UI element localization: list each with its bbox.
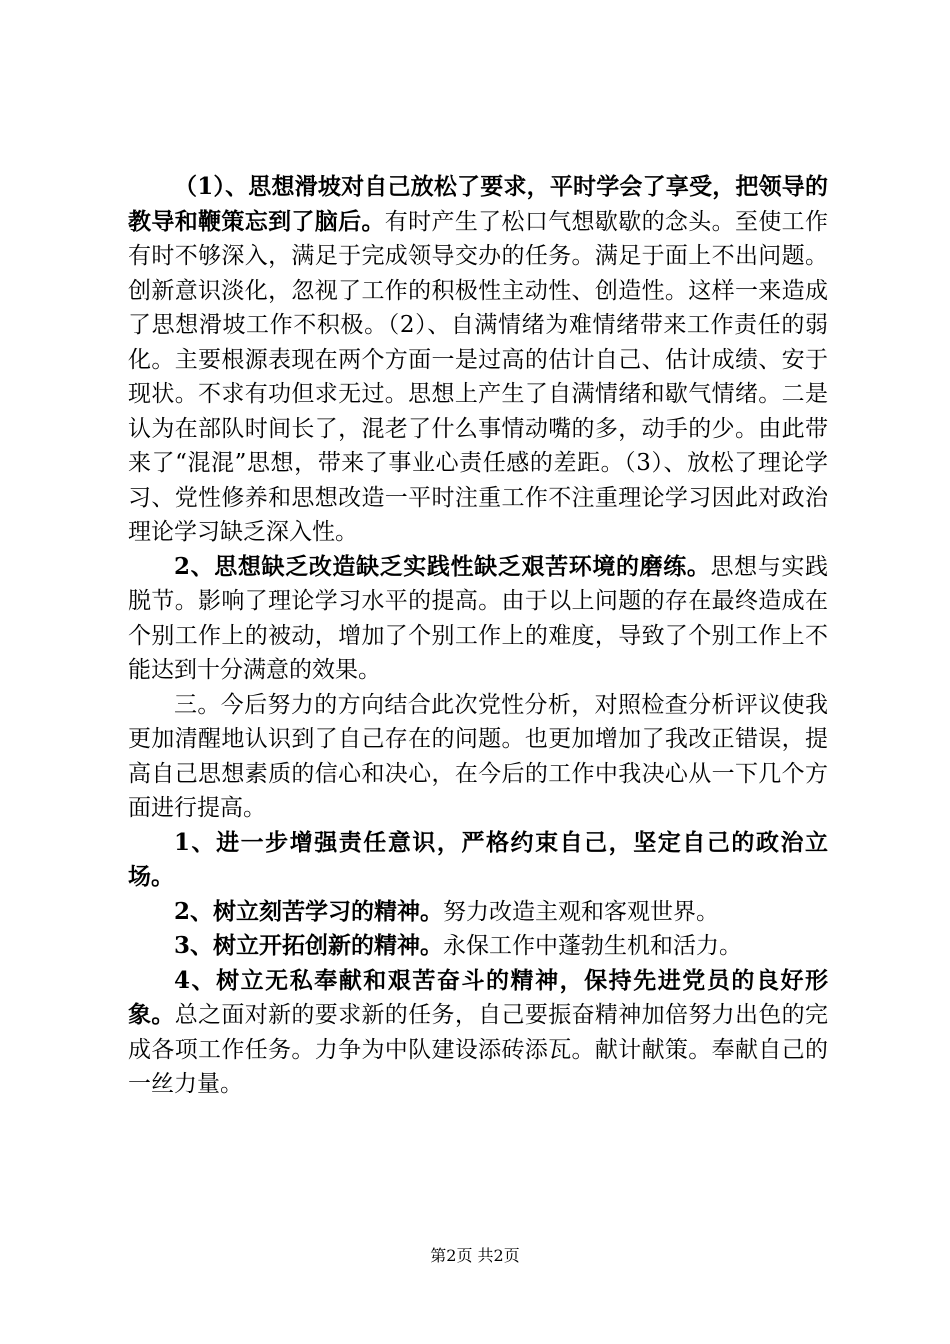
paragraph-7: [128, 964, 828, 1102]
paragraph-2: [128, 550, 828, 688]
paragraph-7-heading: 4、树立无私奉献和艰苦奋斗的精神，保持先进党员的良好形象。: [128, 966, 828, 1028]
paragraph-2-heading: 2、思想缺乏改造缺乏实践性缺乏艰苦环境的磨练。: [174, 552, 711, 580]
paragraph-5-heading: 2、树立刻苦学习的精神。: [174, 897, 444, 925]
paragraph-6-heading: 3、树立开拓创新的精神。: [174, 932, 444, 959]
page-footer: 第2页 共2页: [430, 1246, 520, 1265]
paragraph-7-text: 总之面对新的要求新的任务，自己要振奋精神加倍努力出色的完成各项工作任务。力争为中队建设添砖添瓦。献计献策。奉献自己的一丝力量。: [128, 1002, 829, 1097]
document-body: [128, 170, 828, 1102]
paragraph-6-text: 永保工作中蓬勃生机和活力。: [443, 933, 743, 959]
paragraph-1-heading: （1）、思想滑坡对自己放松了要求，平时学会了享受，把领导的教导和鞭策忘到了脑后。: [128, 173, 828, 235]
paragraph-3-text: 三。今后努力的方向结合此次党性分析，对照检查分析评议使我更加清醒地认识到了自己存在的问题。也更加增加了我改正错误，提高自己思想素质的信心和决心，在今后的工作中我决心从一下几个方面进行提高。: [128, 691, 828, 821]
paragraph-4: [128, 826, 828, 895]
paragraph-1: [128, 170, 828, 550]
paragraph-6: [128, 929, 828, 964]
paragraph-3: [128, 688, 828, 826]
paragraph-1-text: 有时产生了松口气想歇歇的念头。至使工作有时不够深入，满足于完成领导交办的任务。满足于面上不出问题。创新意识淡化，忽视了工作的积极性主动性、创造性。这样一来造成了思想滑坡工作不积极。（2）、自满情绪为难情绪带来工作责任的弱化。主要根源表现在两个方面一是过高的估计自己、估计成绩、安于现状。不求有功但求无过。思想上产生了自满情绪和歇气情绪。二是认为在部队时间长了，混老了什么事情动嘴的多，动手的少。由此带来了“混混”思想，带来了事业心责任感的差距。（3）、放松了理论学习、党性修养和思想改造一平时注重工作不注重理论学习因此对政治理论学习缺乏深入性。: [128, 208, 829, 545]
paragraph-4-heading: 1、进一步增强责任意识，严格约束自己，坚定自己的政治立场。: [128, 828, 828, 890]
paragraph-2-text: 思想与实践脱节。影响了理论学习水平的提高。由于以上问题的存在最终造成在个别工作上的被动，增加了个别工作上的难度，导致了个别工作上不能达到十分满意的效果。: [128, 553, 829, 683]
paragraph-5-text: 努力改造主观和客观世界。: [443, 898, 720, 925]
paragraph-5: [128, 895, 828, 930]
